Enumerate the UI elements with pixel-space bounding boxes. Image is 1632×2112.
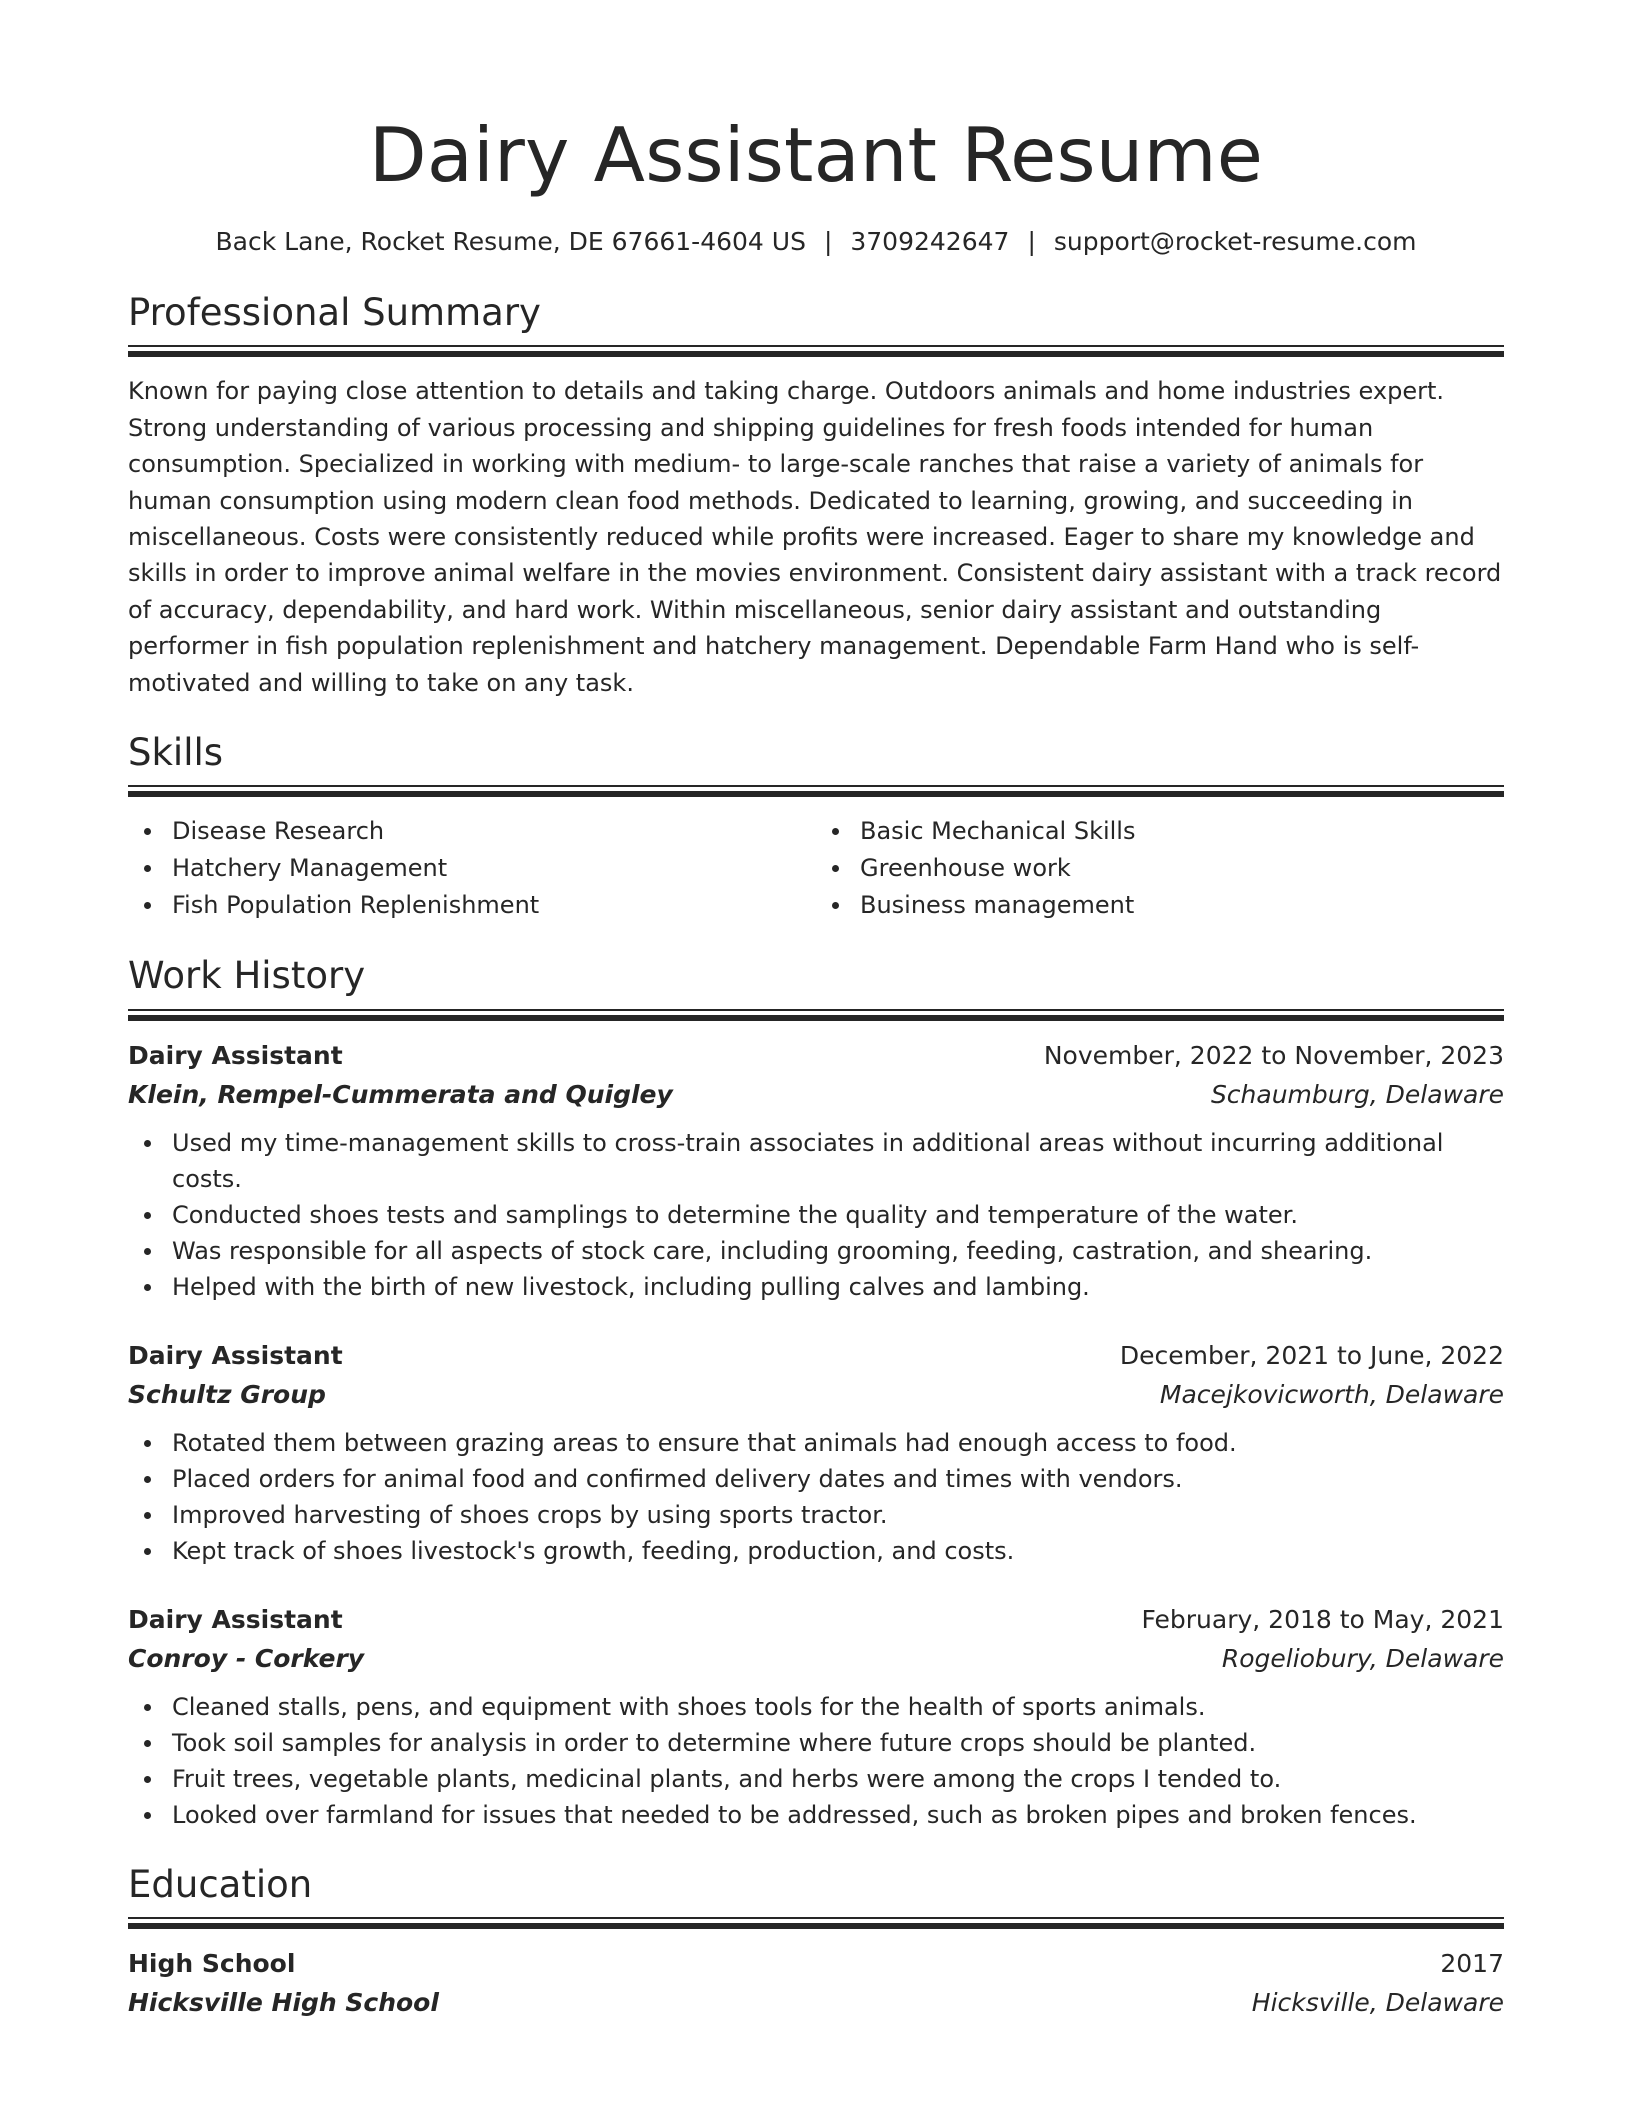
job-duties — [128, 1425, 1504, 1569]
contact-separator: | — [1027, 227, 1036, 256]
section-divider — [128, 1009, 1504, 1021]
summary-section — [128, 291, 1504, 701]
work-section — [128, 954, 1504, 1832]
section-divider — [128, 345, 1504, 357]
job-title: Dairy Assistant — [128, 1040, 343, 1070]
section-divider — [128, 1917, 1504, 1929]
skills-section — [128, 731, 1504, 924]
section-heading-education: Education — [128, 1862, 313, 1906]
section-heading-summary: Professional Summary — [128, 291, 541, 334]
skill-item: Hatchery Management — [128, 850, 816, 887]
skill-item: Basic Mechanical Skills — [816, 813, 1504, 850]
job-company: Klein, Rempel-Cummerata and Quigley — [128, 1079, 673, 1109]
job-location: Schaumburg, Delaware — [1210, 1079, 1504, 1109]
skill-item: Business management — [816, 887, 1504, 924]
skill-item: Fish Population Replenishment — [128, 887, 816, 924]
job-dates: February, 2018 to May, 2021 — [1141, 1604, 1504, 1634]
job-company: Schultz Group — [128, 1379, 326, 1409]
job-duty: Placed orders for animal food and confirmed delivery dates and times with vendors. — [128, 1461, 1504, 1497]
skill-item: Greenhouse work — [816, 850, 1504, 887]
job-entry — [128, 1337, 1504, 1569]
job-duty: Improved harvesting of shoes crops by using sports tractor. — [128, 1497, 1504, 1533]
education-location: Hicksville, Delaware — [1251, 1988, 1504, 2018]
job-title: Dairy Assistant — [128, 1340, 343, 1370]
job-duty: Was responsible for all aspects of stock care, including grooming, feeding, castration, and shearing. — [128, 1233, 1504, 1269]
education-school: Hicksville High School — [128, 1988, 439, 2018]
job-entry — [128, 1601, 1504, 1833]
job-duties — [128, 1689, 1504, 1833]
job-duty: Fruit trees, vegetable plants, medicinal plants, and herbs were among the crops I tended to. — [128, 1761, 1504, 1797]
job-dates: November, 2022 to November, 2023 — [1043, 1040, 1504, 1070]
skill-item: Disease Research — [128, 813, 816, 850]
job-company: Conroy - Corkery — [128, 1643, 365, 1673]
job-duty: Conducted shoes tests and samplings to determine the quality and temperature of the water. — [128, 1197, 1504, 1233]
education-year: 2017 — [1440, 1949, 1504, 1979]
education-degree: High School — [128, 1949, 296, 1979]
section-heading-skills: Skills — [128, 731, 224, 775]
resume-title: Dairy Assistant Resume — [368, 111, 1264, 199]
job-title: Dairy Assistant — [128, 1604, 343, 1634]
job-location: Macejkovicworth, Delaware — [1159, 1379, 1504, 1409]
contact-separator: | — [823, 227, 833, 256]
job-duty: Helped with the birth of new livestock, including pulling calves and lambing. — [128, 1269, 1504, 1305]
job-dates: December, 2021 to June, 2022 — [1119, 1340, 1504, 1370]
summary-text: Known for paying close attention to details and taking charge. Outdoors animals and home industries expert. Strong understanding of various processing and shipping guidelines for fresh foods intended for human consumption. Specialized in working with medium- to large-scale ranches that raise a variety of animals for human consumption using modern clean food methods. Dedicated to learning, growing, and succeeding in miscellaneous. Costs were consistently reduced while profits were increased. Eager to share my knowledge and skills in order to improve animal welfare in the movies environment. Consistent dairy assistant with a track record of accuracy, dependability, and hard work. Within miscellaneous, senior dairy assistant and outstanding performer in fish population replenishment and hatchery management. Dependable Farm Hand who is self-motivated and willing to take on any task. — [128, 377, 1502, 697]
job-duty: Used my time-management skills to cross-train associates in additional areas without incurring additional costs. — [128, 1125, 1504, 1197]
contact-email: support@rocket-resume.com — [1053, 227, 1417, 256]
section-heading-work: Work History — [128, 954, 366, 998]
job-duty: Looked over farmland for issues that needed to be addressed, such as broken pipes and broken fences. — [128, 1797, 1504, 1833]
skills-list — [128, 813, 1504, 924]
job-duty: Cleaned stalls, pens, and equipment with shoes tools for the health of sports animals. — [128, 1689, 1504, 1725]
education-section — [128, 1863, 1504, 2023]
contact-line — [128, 227, 1504, 257]
contact-phone: 3709242647 — [850, 227, 1010, 256]
contact-address: Back Lane, Rocket Resume, DE 67661-4604 US — [215, 227, 806, 256]
job-duty: Kept track of shoes livestock's growth, feeding, production, and costs. — [128, 1533, 1504, 1569]
job-location: Rogeliobury, Delaware — [1221, 1643, 1504, 1673]
job-duty: Rotated them between grazing areas to ensure that animals had enough access to food. — [128, 1425, 1504, 1461]
job-duty: Took soil samples for analysis in order to determine where future crops should be planted. — [128, 1725, 1504, 1761]
job-entry — [128, 1037, 1504, 1305]
job-duties — [128, 1125, 1504, 1305]
section-divider — [128, 785, 1504, 797]
